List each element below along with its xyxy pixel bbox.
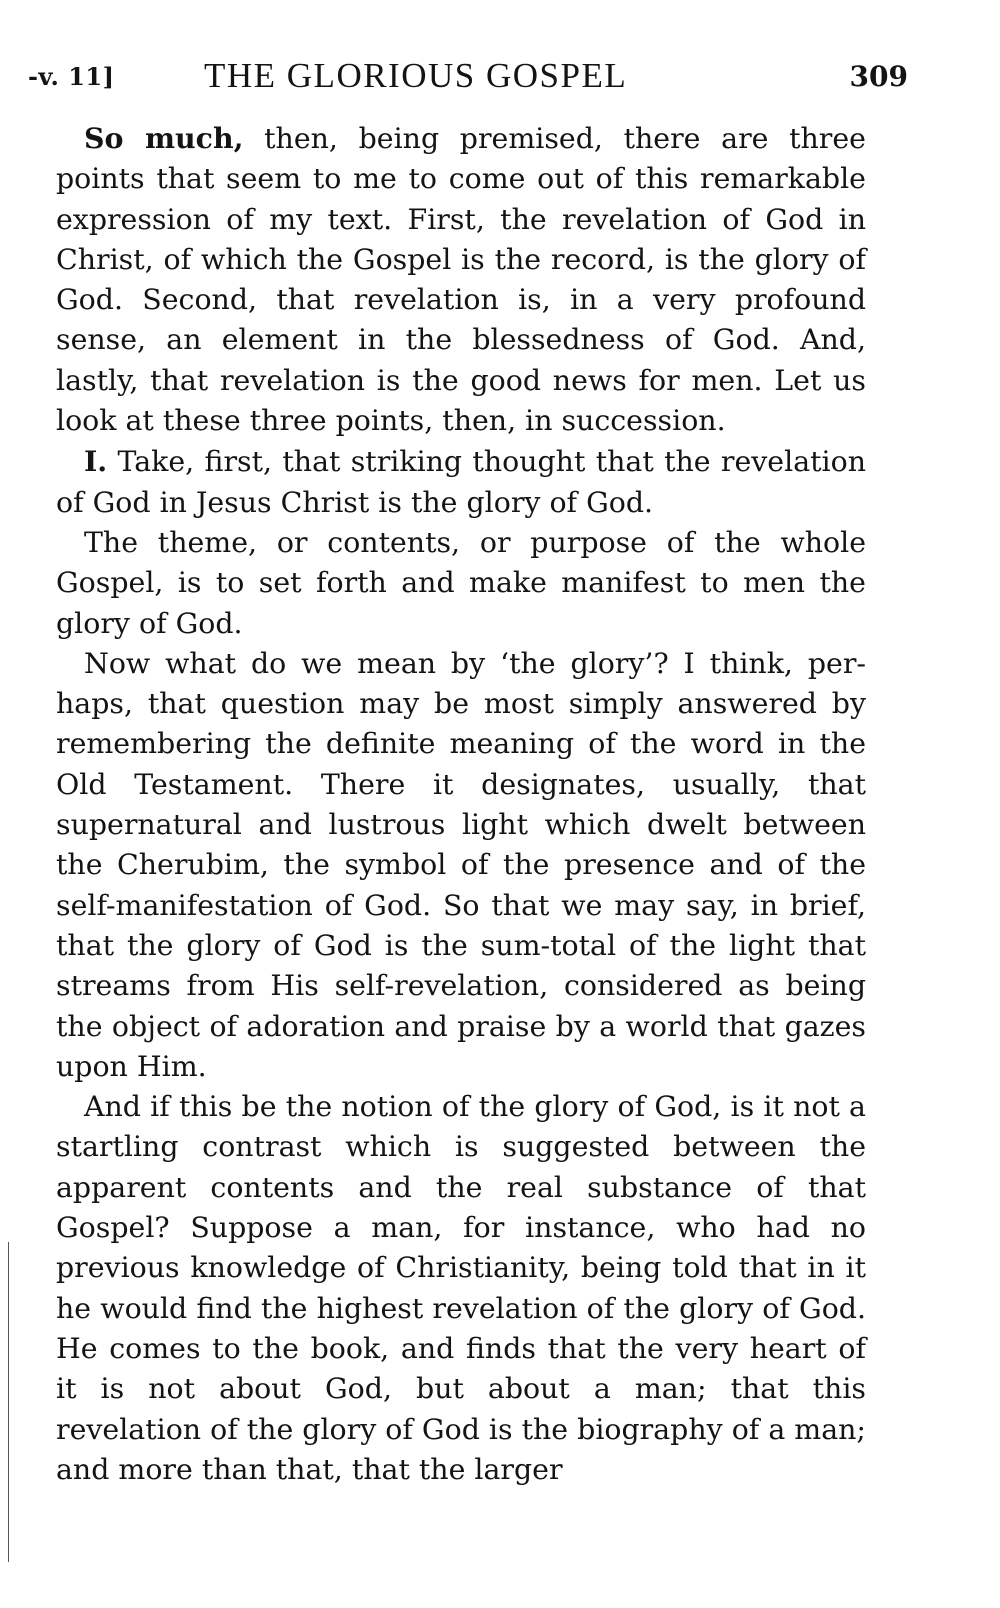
paragraph-4	[56, 644, 866, 1087]
paragraph-text: And if this be the notion of the glory of God, is it not a startling contrast which is suggested between the apparent contents and the real substance of that Gospel? Suppose a man, for instance, who had no previous knowledge of Christianity, being told that in it he would find the highest revelation of the glory of God. He comes to the book, and finds that the very heart of it is not about God, but about a man; that this revelation of the glory of God is the biography of a man; and more than that, that the larger	[56, 1090, 866, 1486]
paragraph-1	[56, 118, 866, 441]
running-head	[28, 56, 908, 96]
section-numeral: I.	[84, 444, 108, 479]
paragraph-text: The theme, or contents, or purpose of the whole Gospel, is to set forth and make manifest to men the glory of God.	[56, 525, 866, 640]
page-number: 309	[849, 60, 908, 93]
running-title: THE GLORIOUS GOSPEL	[204, 56, 628, 95]
paragraph-3	[56, 523, 866, 644]
chapter-verse-reference: -v. 11]	[28, 62, 115, 91]
body-text	[56, 118, 866, 1490]
paragraph-5	[56, 1087, 866, 1490]
paragraph-text: Now what do we mean by ‘the glory’? I think, perhaps, that question may be most simply answered by remembering the definite meaning of the word in the Old Testament. There it designates, usually, that supernatural and lustrous light which dwelt between the Cherubim, the symbol of the presence and of the self-manifestation of God. So that we may say, in brief, that the glory of God is the sum-total of the light that streams from His self-revelation, considered as being the object of adoration and praise by a world that gazes upon Him.	[56, 646, 866, 1083]
paragraph-text: Take, first, that striking thought that the revelation of God in Jesus Christ is the glory of God.	[56, 445, 866, 519]
paragraph-text: then, being premised, there are three points that seem to me to come out of this remarkable expression of my text. First, the revelation of God in Christ, of which the Gospel is the record, is the glory of God. Second, that revelation is, in a very profound sense, an element in the blessedness of God. And, lastly, that revelation is the good news for men. Let us look at these three points, then, in succession.	[56, 122, 866, 438]
paragraph-lead: So much,	[84, 121, 244, 155]
margin-scan-line	[8, 1242, 9, 1562]
paragraph-2	[56, 441, 866, 523]
